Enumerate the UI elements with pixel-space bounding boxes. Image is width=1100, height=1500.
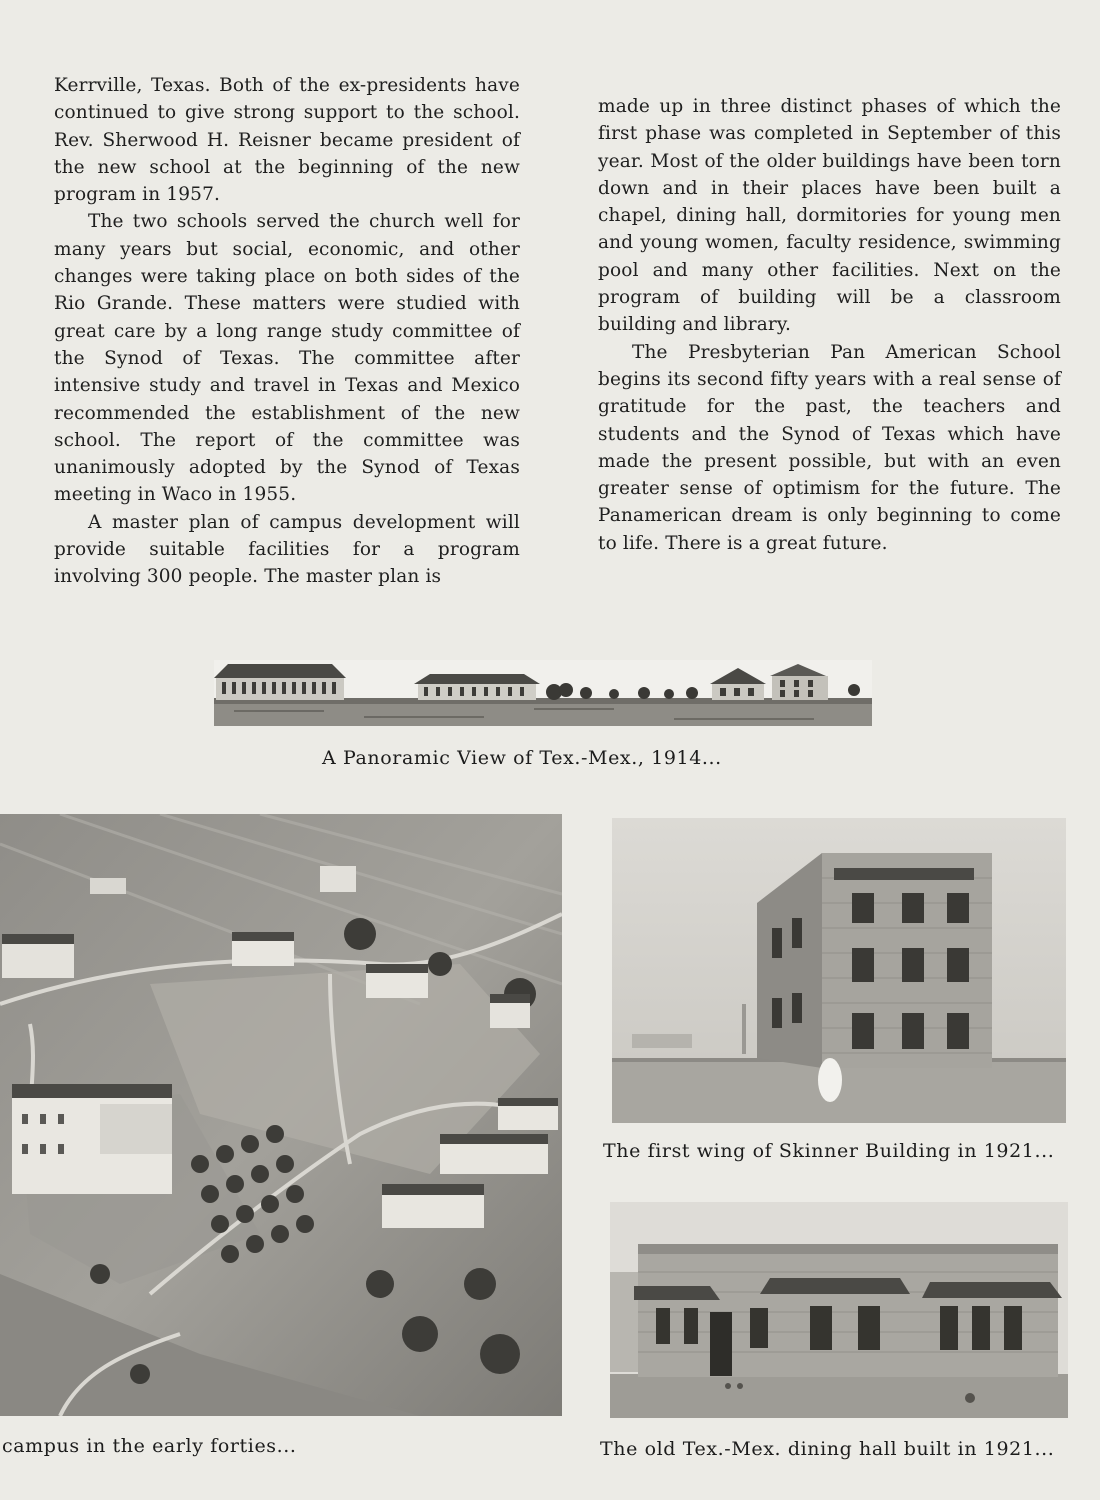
paragraph-2: The two schools served the church well for many years but social, economic, and other changes were taking place on both sides of the Rio Grande. These matters were studied with great care by a long range study committee of the Synod of Texas. The committee after intensive study and travel in Texas and Mexico recommended the establishment of the new school. The report of the committee was unanimously adopted by the Synod of Texas meeting in Waco in 1955. bbox=[54, 211, 520, 506]
paragraph-4: made up in three distinct phases of which the first phase was completed in September of this year. Most of the older buildings have been torn down and in their places have been built a chapel, dining hall, dormitories for young men and young women, faculty residence, swimming pool and many other facilities. Next on the program of building will be a classroom building and library. bbox=[598, 96, 1061, 336]
skinner-building-photo bbox=[612, 818, 1066, 1123]
panorama-caption: A Panoramic View of Tex.-Mex., 1914... bbox=[322, 747, 722, 769]
dining-hall-caption: The old Tex.-Mex. dining hall built in 1921... bbox=[600, 1438, 1055, 1460]
panorama-photo bbox=[214, 660, 872, 726]
aerial-caption: campus in the early forties... bbox=[2, 1435, 297, 1457]
aerial-campus-photo bbox=[0, 814, 562, 1416]
paragraph-1: Kerrville, Texas. Both of the ex-presidents have continued to give strong support to the school. Rev. Sherwood H. Reisner became president of the new school at the beginning of the new program in 1957. bbox=[54, 75, 520, 206]
paragraph-5: The Presbyterian Pan American School begins its second fifty years with a real sense of gratitude for the past, the teachers and students and the Synod of Texas which have made the present possible, but with an even greater sense of optimism for the future. The Panamerican dream is only beginning to come to life. There is a great future. bbox=[598, 341, 1061, 554]
paragraph-3: A master plan of campus development will provide suitable facilities for a program involving 300 people. The master plan is bbox=[54, 511, 520, 588]
skinner-caption: The first wing of Skinner Building in 1921... bbox=[603, 1140, 1055, 1162]
left-text-column bbox=[54, 72, 520, 591]
right-text-column bbox=[598, 93, 1061, 557]
dining-hall-photo bbox=[610, 1202, 1068, 1418]
